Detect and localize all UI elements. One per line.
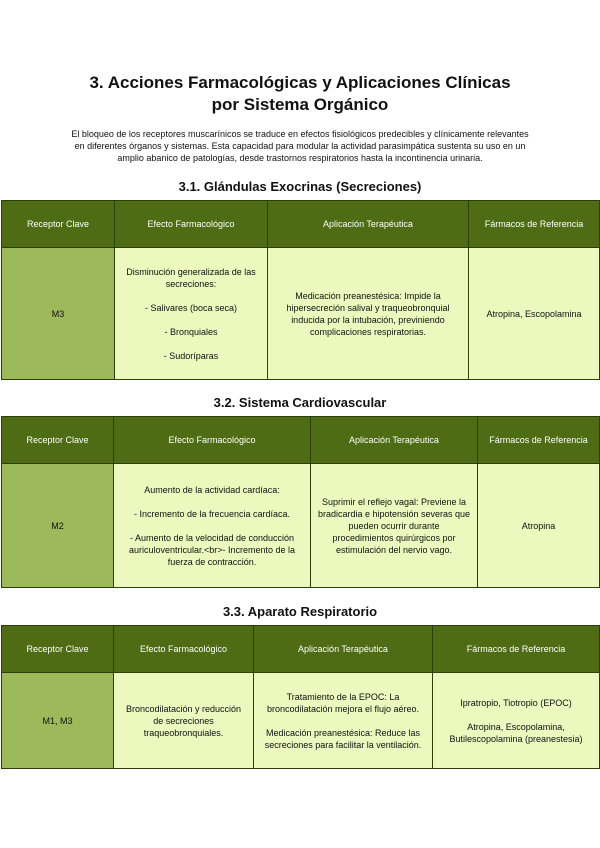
cell-aplicacion [311, 464, 478, 588]
header-receptor: Receptor Clave [2, 626, 114, 673]
section-title-cardiovascular: 3.2. Sistema Cardiovascular [213, 395, 387, 410]
farmacos-line: Ipratropio, Tiotropio (EPOC) [460, 697, 572, 708]
cell-aplicacion [268, 248, 469, 380]
cell-receptor: M3 [2, 248, 115, 380]
efecto-line: - Salivares (boca seca) [144, 302, 238, 313]
farmacos-line: Atropina [521, 520, 556, 531]
intro-paragraph: El bloqueo de los receptores muscarínicos se traduce en efectos fisiológicos predecibles y clínicamente relevantes en diferentes órganos y sistemas. Esta capacidad para modular la actividad parasimpática sustenta su uso en un amplio abanico de patologías, desde trastornos respiratorios hasta la incontinencia urinaria. [71, 129, 529, 163]
cell-farmacos [478, 464, 600, 588]
section-title-respiratorio: 3.3. Aparato Respiratorio [222, 604, 378, 619]
header-efecto: Efecto Farmacológico [114, 417, 311, 464]
page-title [0, 72, 600, 116]
header-receptor: Receptor Clave [2, 417, 114, 464]
page-title-line-1: 3. Acciones Farmacológicas y Aplicaciones Clínicas [89, 73, 511, 92]
cell-aplicacion [254, 673, 433, 769]
table-respiratorio [1, 625, 600, 769]
header-efecto: Efecto Farmacológico [114, 626, 254, 673]
header-aplicacion: Aplicación Terapéutica [254, 626, 433, 673]
cell-efecto [115, 248, 268, 380]
header-aplicacion: Aplicación Terapéutica [311, 417, 478, 464]
cell-receptor: M1, M3 [2, 673, 114, 769]
header-farmacos: Fármacos de Referencia [469, 201, 600, 248]
table-row [2, 464, 600, 588]
efecto-line: - Sudoríparas [163, 350, 219, 361]
efecto-line: - Incremento de la frecuencia cardíaca. [133, 508, 291, 519]
header-receptor: Receptor Clave [2, 201, 115, 248]
header-farmacos: Fármacos de Referencia [478, 417, 600, 464]
table-row [2, 673, 600, 769]
efecto-line: Broncodilatación y reducción de secreciones traqueobronquiales. [125, 703, 242, 738]
page-title-line-2: por Sistema Orgánico [211, 95, 389, 114]
header-efecto: Efecto Farmacológico [115, 201, 268, 248]
aplicacion-line: Medicación preanestésica: Impide la hipersecreción salival y traqueobronquial inducida por la intubación, previniendo complicaciones respiratorias. [286, 290, 450, 337]
farmacos-line: Atropina, Escopolamina, Butilescopolamina (preanestesia) [449, 721, 583, 744]
header-aplicacion: Aplicación Terapéutica [268, 201, 469, 248]
efecto-line: - Bronquiales [164, 326, 218, 337]
table-cardiovascular [1, 416, 600, 588]
efecto-line: Disminución generalizada de las secreciones: [126, 266, 256, 289]
table-header-row [2, 201, 600, 248]
aplicacion-line: Medicación preanestésica: Reduce las secreciones para facilitar la ventilación. [264, 727, 422, 750]
table-row [2, 248, 600, 380]
aplicacion-line: Tratamiento de la EPOC: La broncodilatación mejora el flujo aéreo. [266, 691, 420, 714]
cell-farmacos [469, 248, 600, 380]
table-glandulas [1, 200, 600, 380]
cell-efecto [114, 673, 254, 769]
header-farmacos: Fármacos de Referencia [433, 626, 600, 673]
cell-receptor: M2 [2, 464, 114, 588]
cell-efecto [114, 464, 311, 588]
efecto-line: - Aumento de la velocidad de conducción auriculoventricular.<br>- Incremento de la fuerza de contracción. [128, 532, 296, 567]
table-header-row [2, 626, 600, 673]
farmacos-line: Atropina, Escopolamina [486, 308, 582, 319]
efecto-line: Aumento de la actividad cardíaca: [144, 484, 280, 495]
cell-farmacos [433, 673, 600, 769]
aplicacion-line: Suprimir el reflejo vagal: Previene la bradicardia e hipotensión severas que pueden ocurrir durante procedimientos quirúrgicos por estimulación del nervio vago. [317, 496, 471, 555]
table-header-row [2, 417, 600, 464]
section-title-glandulas: 3.1. Glándulas Exocrinas (Secreciones) [178, 179, 422, 194]
